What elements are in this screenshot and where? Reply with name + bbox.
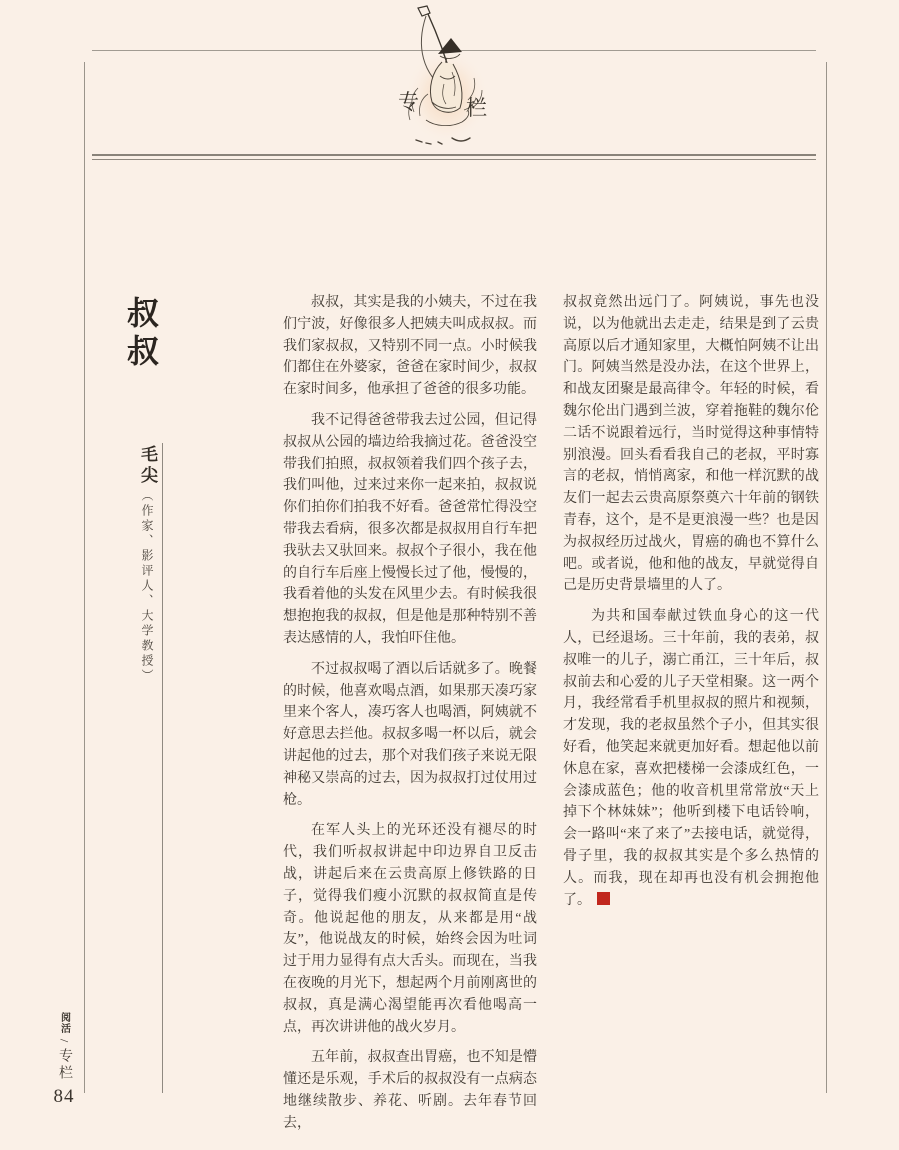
paragraph: 叔叔，其实是我的小姨夫，不过在我们宁波，好像很多人把姨夫叫成叔叔。而我们家叔叔，又特别不同一点。小时候我们都住在外婆家，爸爸在家时间少，叔叔在家时间多，他承担了爸爸的很多功能。 (283, 295, 537, 398)
paragraph-continuation: 叔叔竟然出远门了。阿姨说，事先也没说，以为他就出去走走，结果是到了云贵高原以后才通知家里，大概怕阿姨不让出门。阿姨当然是没办法，在这个世界上，和战友团聚是最高律令。年轻的时候，看魏尔伦出门遇到兰波，穿着拖鞋的魏尔伦二话不说跟着远行，当时觉得这种事情特别浪漫。回头看看我自己的老叔，平时寡言的老叔，悄悄离家，和他一样沉默的战友们一起去云贵高原祭奠六十年前的钢铁青春，这个，是不是更浪漫一些？也是因为叔叔经历过战火，胃癌的确也不算什么吧。或者说，他和他的战友，早就觉得自己是历史背景墙里的人了。 (563, 295, 819, 594)
magazine-name: 阅活 (58, 1012, 70, 1034)
footer-slash: / (57, 1038, 72, 1043)
author-name: 毛尖 (138, 445, 157, 487)
paragraph-text: 为共和国奉献过铁血身心的这一代人，已经退场。三十年前，我的表弟，叔叔唯一的儿子，溺亡甬江，三十年后，叔叔前去和心爱的儿子天堂相聚。这一两个月，我经常看手机里叔叔的照片和视频，才发现，我的老叔虽然个子小，但其实很好看，他笑起来就更加好看。想起他以前休息在家，喜欢把楼梯一会漆成红色，一会漆成蓝色；他的收音机里常常放“天上掉下个林妹妹”；他听到楼下电话铃响，会一路叫“来了来了”去接电话，就觉得，骨子里，我的叔叔其实是个多么热情的人。而我，现在却再也没有机会拥抱他了。 (563, 609, 819, 908)
article-column-2 (563, 292, 819, 920)
author-credentials: （作家、影评人、大学教授） (140, 489, 154, 684)
article-title: 叔叔 (123, 296, 159, 372)
fisherman-ink-illustration (352, 4, 542, 152)
paragraph: 五年前，叔叔查出胃癌，也不知是懵懂还是乐观，手术后的叔叔没有一点病态地继续散步、养花、听剧。去年春节回去， (283, 1050, 537, 1131)
page-footer (46, 1012, 82, 1108)
right-border-rule (826, 62, 827, 1093)
footer-section-name: 专栏 (57, 1048, 72, 1082)
paragraph (563, 606, 819, 911)
header-double-rule-bottom (92, 159, 816, 160)
header-label-right: 栏 (466, 96, 487, 120)
article-end-mark-icon (597, 892, 610, 905)
header-double-rule-top (92, 154, 816, 156)
paragraph: 我不记得爸爸带我去过公园，但记得叔叔从公园的墙边给我摘过花。爸爸没空带我们拍照，叔叔领着我们四个孩子去，我们叫他，过来过来你一起来拍，叔叔说你们拍你们拍我不好看。爸爸常忙得没空带我去看病，很多次都是叔叔用自行车把我驮去又驮回来。叔叔个子很小，我在他的自行车后座上慢慢长过了他，慢慢的，我看着他的头发在风里少去。有时候我很想抱抱我的叔叔，但是他是那种特别不善表达感情的人，我怕吓住他。 (283, 412, 537, 646)
left-border-rule (84, 62, 85, 1093)
author-block (134, 445, 160, 1065)
author-divider-rule (162, 443, 163, 1093)
page-number: 84 (53, 1086, 75, 1107)
header-label-left: 专 (398, 90, 419, 114)
paragraph: 在军人头上的光环还没有褪尽的时代，我们听叔叔讲起中印边界自卫反击战，讲起后来在云贵高原上修铁路的日子，觉得我们瘦小沉默的叔叔简直是传奇。他说起他的朋友，从来都是用“战友”，他说战友的时候，始终会因为吐词过于用力显得有点大舌头。而现在，当我在夜晚的月光下，想起两个月前刚离世的叔叔，真是满心渴望能再次看他喝高一点，再次讲讲他的战火岁月。 (283, 823, 537, 1035)
article-column-1 (283, 292, 537, 1143)
paragraph: 不过叔叔喝了酒以后话就多了。晚餐的时候，他喜欢喝点酒，如果那天凑巧家里来个客人，凑巧客人也喝酒，阿姨就不好意思去拦他。叔叔多喝一杯以后，就会讲起他的过去，那个对我们孩子来说无限神秘又崇高的过去，因为叔叔打过仗用过枪。 (283, 661, 537, 808)
